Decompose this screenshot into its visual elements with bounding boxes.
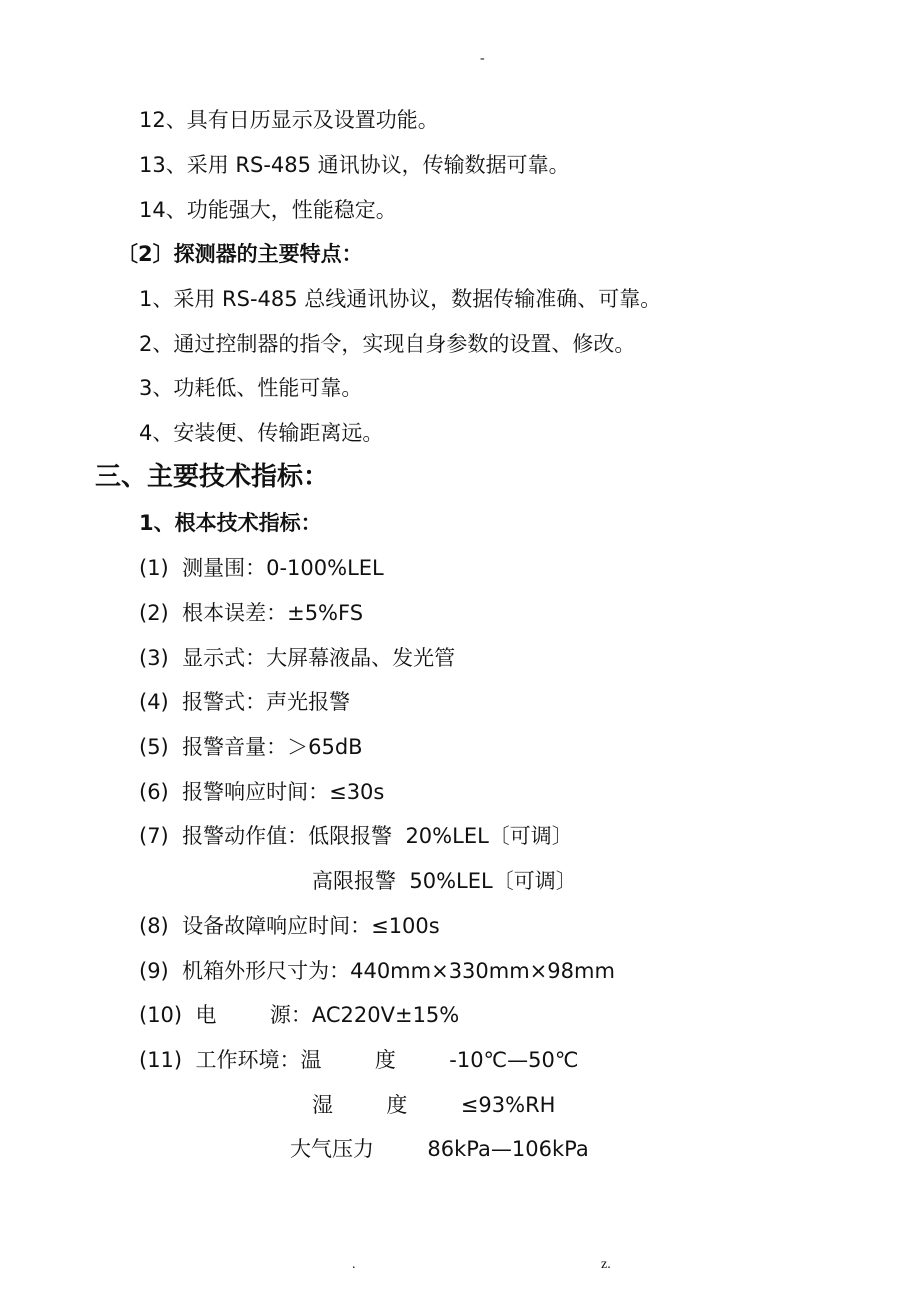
spec-line-continuation: 大气压力 86kPa—106kPa <box>290 1137 589 1161</box>
list-item: 2、通过控制器的指令，实现自身参数的设置、修改。 <box>139 332 636 356</box>
subsection-heading: 1、根本技术指标： <box>139 511 322 535</box>
list-item: 13、采用 RS-485 通讯协议，传输数据可靠。 <box>139 153 570 177</box>
section-heading-detector: 〔2〕探测器的主要特点： <box>117 242 363 266</box>
spec-line: (10) 电 源：AC220V±15% <box>139 1003 460 1027</box>
footer-left-mark: . <box>352 1257 356 1272</box>
list-item: 4、安装便、传输距离远。 <box>139 421 384 445</box>
spec-line: (3) 显示式：大屏幕液晶、发光管 <box>139 646 456 670</box>
list-item: 1、采用 RS-485 总线通讯协议，数据传输准确、可靠。 <box>139 287 662 311</box>
header-mark: - <box>480 51 485 66</box>
spec-line: (8) 设备故障响应时间：≤100s <box>139 914 440 938</box>
list-item: 14、功能强大，性能稳定。 <box>139 198 397 222</box>
spec-line: (7) 报警动作值：低限报警 20%LEL〔可调〕 <box>139 824 573 848</box>
spec-line: (5) 报警音量：＞65dB <box>139 735 363 759</box>
footer-right-mark: z. <box>601 1257 611 1272</box>
list-item: 12、具有日历显示及设置功能。 <box>139 108 439 132</box>
spec-line: (11) 工作环境：温 度 -10℃—50℃ <box>139 1048 579 1072</box>
spec-line-continuation: 湿 度 ≤93%RH <box>312 1093 556 1117</box>
list-item: 3、功耗低、性能可靠。 <box>139 376 363 400</box>
section-heading-main: 三、主要技术指标： <box>95 462 330 492</box>
spec-line: (6) 报警响应时间：≤30s <box>139 780 385 804</box>
spec-line: (2) 根本误差：±5%FS <box>139 601 364 625</box>
spec-line: (1) 测量围：0-100%LEL <box>139 556 384 580</box>
spec-line: (4) 报警式：声光报警 <box>139 690 351 714</box>
spec-line-continuation: 高限报警 50%LEL〔可调〕 <box>312 869 577 893</box>
spec-line: (9) 机箱外形尺寸为：440mm×330mm×98mm <box>139 959 615 983</box>
